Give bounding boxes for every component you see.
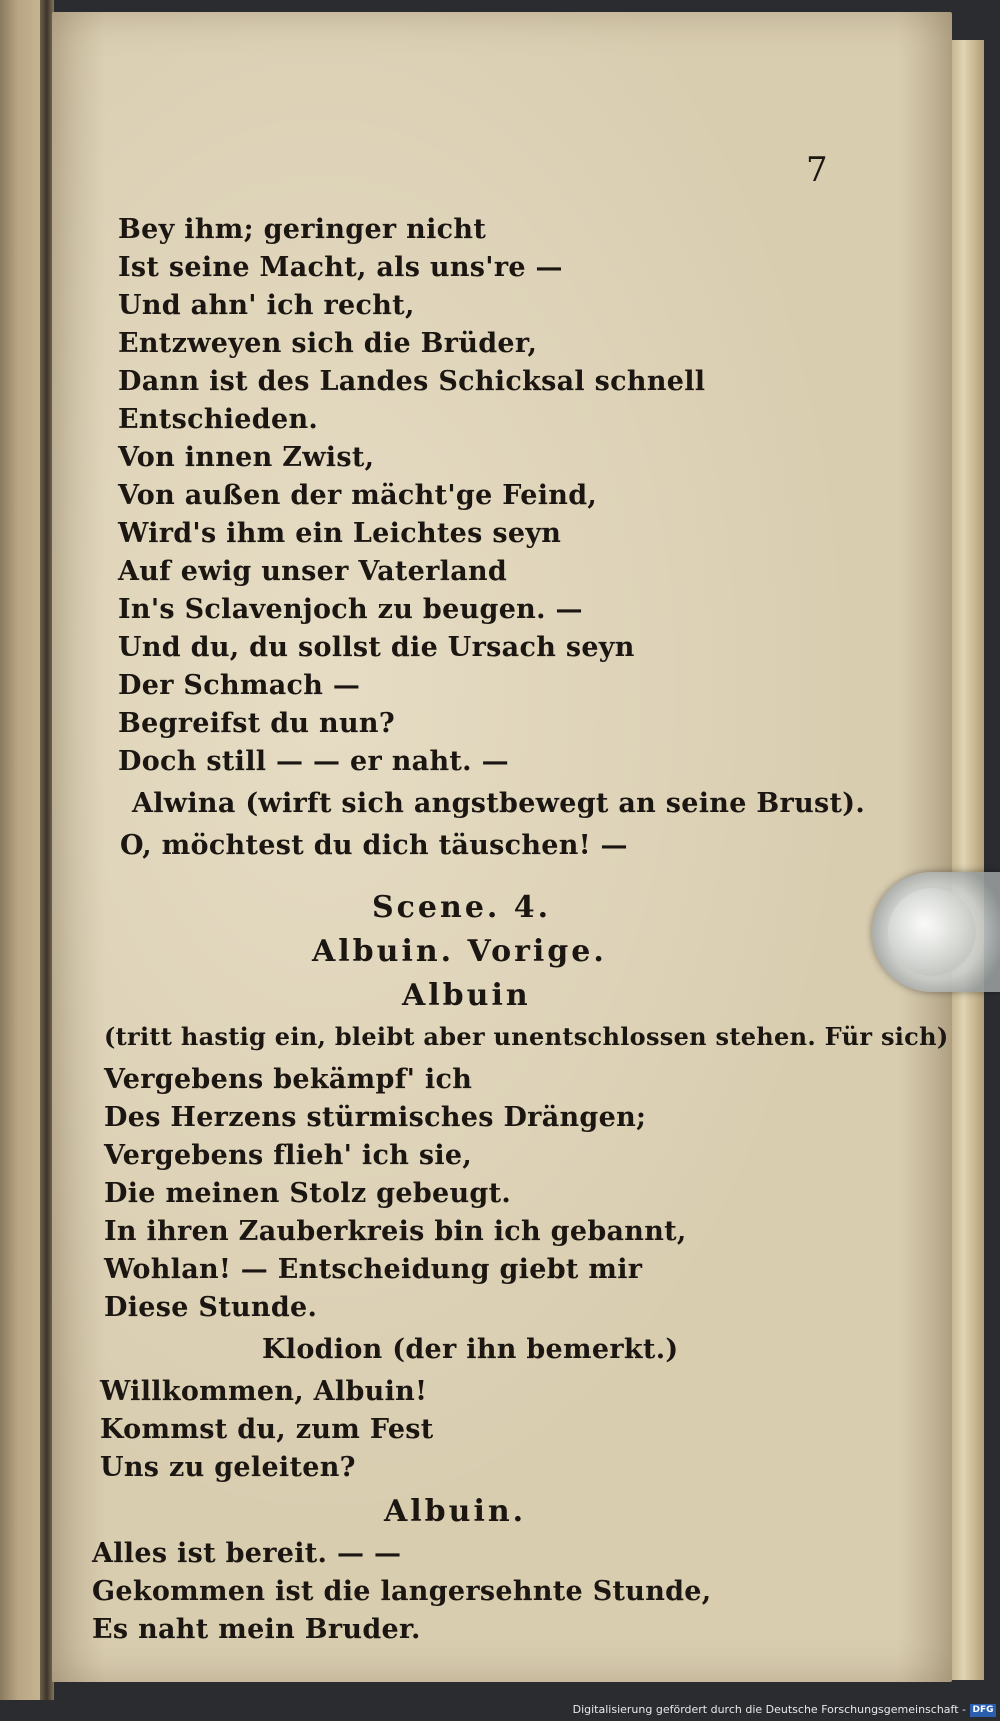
speaker-line: Klodion (der ihn bemerkt.) [262,1334,679,1365]
text-line: Alles ist bereit. — — [92,1538,402,1569]
page-clip [872,872,1000,992]
dfg-logo: DFG [970,1704,996,1717]
text-line: In ihren Zauberkreis bin ich gebannt, [104,1216,687,1247]
text-line: Doch still — — er naht. — [118,746,509,777]
text-line: Auf ewig unser Vaterland [118,556,508,587]
text-line: Willkommen, Albuin! [100,1376,428,1407]
text-line: Wohlan! — Entscheidung giebt mir [104,1254,643,1285]
text-line: Von innen Zwist, [118,442,375,473]
text-line: Des Herzens stürmisches Drängen; [104,1102,647,1133]
text-line: Diese Stunde. [104,1292,318,1323]
text-line: Dann ist des Landes Schicksal schnell [118,366,706,397]
text-line: Der Schmach — [118,670,361,701]
page-clip-highlight [888,888,976,976]
text-line: Entzweyen sich die Brüder, [118,328,538,359]
text-line: Ist seine Macht, als uns're — [118,252,563,283]
page-number: 7 [806,150,828,190]
text-line: Und ahn' ich recht, [118,290,415,321]
text-line: Vergebens bekämpf' ich [104,1064,473,1095]
text-line: Begreifst du nun? [118,708,395,739]
text-line: Gekommen ist die langersehnte Stunde, [92,1576,712,1607]
stage-direction: (tritt hastig ein, bleibt aber unentschlossen stehen. Für sich) [104,1022,949,1051]
text-line: Es naht mein Bruder. [92,1614,421,1645]
text-line: Bey ihm; geringer nicht [118,214,487,245]
text-line: Von außen der mächt'ge Feind, [118,480,598,511]
speaker-line: Alwina (wirft sich angstbewegt an seine Brust). [132,788,866,819]
scene-characters: Albuin. Vorige. [312,934,607,969]
digitization-credit: Digitalisierung gefördert durch die Deutsche Forschungsgemeinschaft - [572,1703,966,1716]
speaker-name: Albuin. [384,1494,527,1529]
scene-heading: Scene. 4. [372,890,552,925]
text-line: Die meinen Stolz gebeugt. [104,1178,512,1209]
text-line: Kommst du, zum Fest [100,1414,434,1445]
text-line: Entschieden. [118,404,319,435]
speaker-name: Albuin [402,978,531,1013]
text-line: Und du, du sollst die Ursach seyn [118,632,635,663]
text-line: Uns zu geleiten? [100,1452,356,1483]
text-line: In's Sclavenjoch zu beugen. — [118,594,583,625]
text-line: O, möchtest du dich täuschen! — [120,830,628,861]
text-line: Vergebens flieh' ich sie, [104,1140,473,1171]
text-line: Wird's ihm ein Leichtes seyn [118,518,562,549]
